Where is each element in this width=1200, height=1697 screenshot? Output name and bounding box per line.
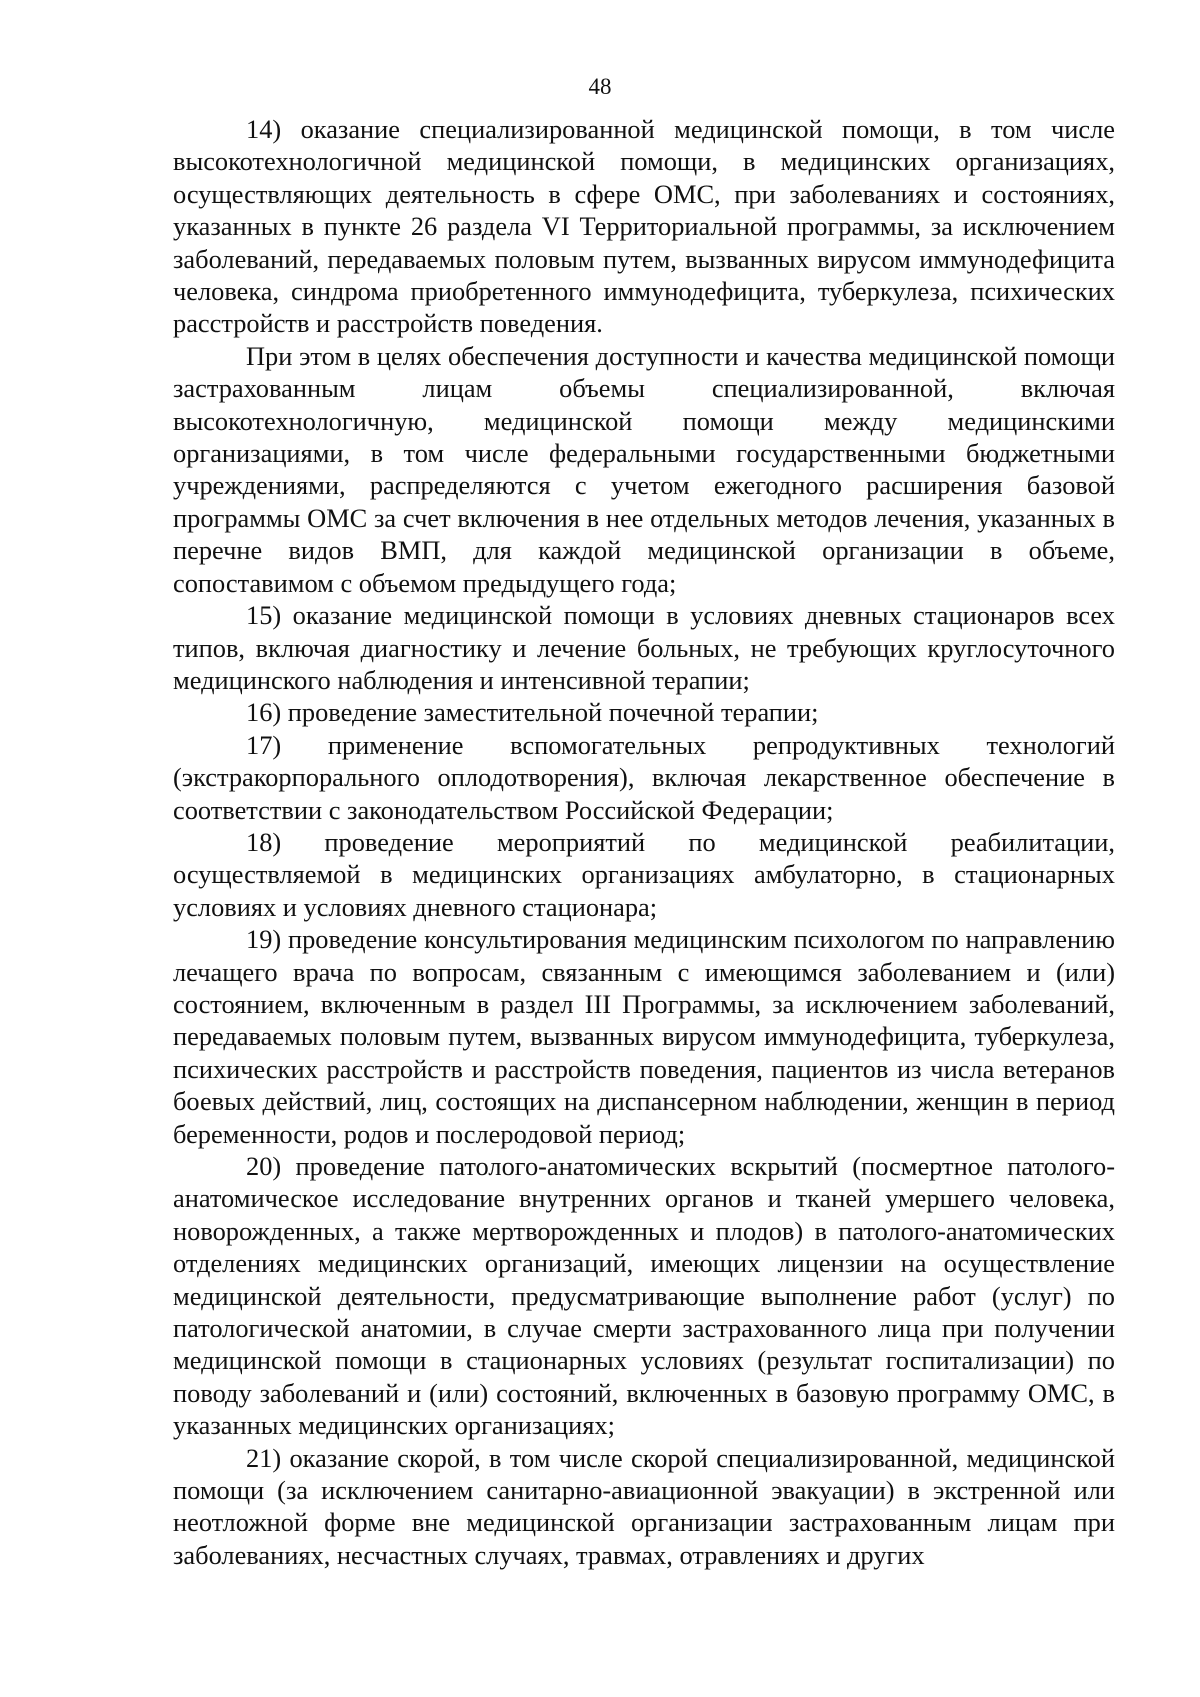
paragraph-volume-distribution: При этом в целях обеспечения доступности и качества медицинской помощи застрахованным лицам объемы специализированной, включая высокотехнологичную, медицинской помощи между медицинскими организациями, в том числе федеральными государственными бюджетными учреждениями, распределяются с учетом ежегодного расширения базовой программы ОМС за счет включения в нее отдельных методов лечения, указанных в перечне видов ВМП, для каждой медицинской организации в объеме, сопоставимом с объемом предыдущего года; (173, 340, 1115, 598)
paragraph-item-14: 14) оказание специализированной медицинской помощи, в том числе высокотехнологичной медицинской помощи, в медицинских организациях, осуществляющих деятельность в сфере ОМС, при заболеваниях и состояниях, указанных в пункте 26 раздела VI Территориальной программы, за исключением заболеваний, передаваемых половым путем, вызванных вирусом иммунодефицита человека, синдрома приобретенного иммунодефицита, туберкулеза, психических расстройств и расстройств поведения. (173, 114, 1115, 339)
document-body (173, 113, 1115, 1571)
page-number: 48 (588, 74, 612, 99)
paragraph-item-20: 20) проведение патолого-анатомических вскрытий (посмертное патолого-анатомическое исследование внутренних органов и тканей умершего человека, новорожденных, а также мертворожденных и плодов) в патолого-анатомических отделениях медицинских организаций, имеющих лицензии на осуществление медицинской деятельности, предусматривающие выполнение работ (услуг) по патологической анатомии, в случае смерти застрахованного лица при получении медицинской помощи в стационарных условиях (результат госпитализации) по поводу заболеваний и (или) состояний, включенных в базовую программу ОМС, в указанных медицинских организациях; (173, 1151, 1115, 1441)
paragraph-item-21: 21) оказание скорой, в том числе скорой специализированной, медицинской помощи (за исключением санитарно-авиационной эвакуации) в экстренной или неотложной форме вне медицинской организации застрахованным лицам при заболеваниях, несчастных случаях, травмах, отравлениях и других (173, 1442, 1115, 1570)
paragraph-item-19: 19) проведение консультирования медицинским психологом по направлению лечащего врача по вопросам, связанным с имеющимся заболеванием и (или) состоянием, включенным в раздел III Программы, за исключением заболеваний, передаваемых половым путем, вызванных вирусом иммунодефицита, туберкулеза, психических расстройств и расстройств поведения, пациентов из числа ветеранов боевых действий, лиц, состоящих на диспансерном наблюдении, женщин в период беременности, родов и послеродовой период; (173, 924, 1115, 1149)
paragraph-item-17: 17) применение вспомогательных репродуктивных технологий (экстракорпорального оплодотворения), включая лекарственное обеспечение в соответствии с законодательством Российской Федерации; (173, 729, 1115, 825)
paragraph-item-18: 18) проведение мероприятий по медицинской реабилитации, осуществляемой в медицинских организациях амбулаторно, в стационарных условиях и условиях дневного стационара; (173, 826, 1115, 922)
paragraph-item-16: 16) проведение заместительной почечной терапии; (246, 697, 819, 728)
paragraph-item-15: 15) оказание медицинской помощи в условиях дневных стационаров всех типов, включая диагностику и лечение больных, не требующих круглосуточного медицинского наблюдения и интенсивной терапии; (173, 600, 1115, 695)
